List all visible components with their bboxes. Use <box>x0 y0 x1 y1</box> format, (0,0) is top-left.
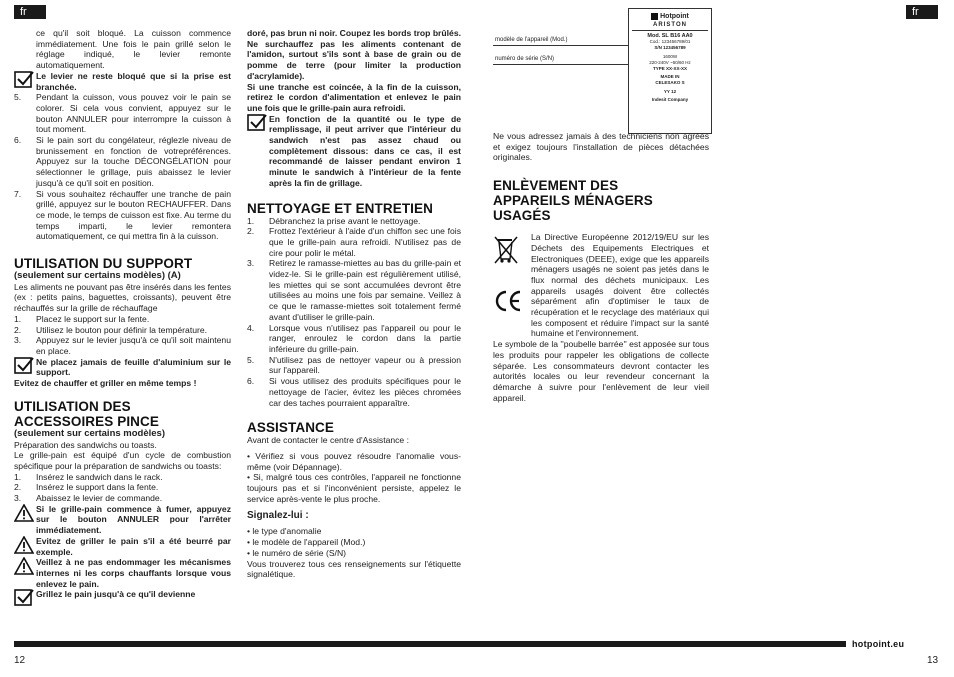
section-subheading: (seulement sur certains modèles) <box>14 427 165 439</box>
plate-header <box>629 13 711 20</box>
language-tab-right <box>906 5 938 19</box>
plate-type: TYPE XX-XX-XX <box>652 66 687 71</box>
list-item-text: Insérez le support dans la fente. <box>36 482 159 493</box>
list-item-text: Si le pain sort du congélateur, réglezle niveau de brunissement en fonction de votrepréférences. Appuyez sur la touche DÉCONGÉLATION pour sélectionner le grillage, puis abaissez le levier jusqu'à ce qu'il soit en position. <box>36 135 231 188</box>
paragraph: ce qu'il soit bloqué. La cuisson commence immédiatement. Une fois le pain grillé selon le réglage indiqué, le levier remonte automatiquement. <box>36 28 231 71</box>
warning-triangle-icon <box>14 504 36 522</box>
page-number-left: 12 <box>14 655 26 666</box>
paragraph: doré, pas brun ni noir. Coupez les bords trop brûlés. Ne surchauffez pas les aliments contenant de l'amidon, surtout s'ils sont à base de grain ou de pomme de terre (pour limiter la production d'acrylamide). <box>247 28 461 81</box>
warning-line: Evitez de chauffer et griller en même temps ! <box>14 378 197 389</box>
language-tab-left <box>14 5 46 19</box>
bullet: • le numéro de série (S/N) <box>247 547 347 558</box>
list-item: 3. Appuyez sur le levier jusqu'à ce qu'il soit maintenu en place. <box>14 335 231 356</box>
weee-section <box>493 232 709 403</box>
plate-year: YY 12 <box>663 89 677 94</box>
paragraph-weee-lead <box>531 232 709 339</box>
note-text: En fonction de la quantité ou le type de remplissage, il peut arriver que l'intérieur du sandwich n'est pas assez chaud ou complètement dissous: dans ce cas, il est recommandé de laisser pendant environ 1 minute le sandwich à l'intérieur de la fente après la fin de grillage. <box>269 113 461 188</box>
warning-text: Veillez à ne pas endommager les mécanismes internes ni les corps chauffants lorsque vous enlevez le pain. <box>36 557 231 589</box>
list-item: 3. Abaissez le levier de commande. <box>14 493 231 504</box>
serial-callout-line <box>493 64 629 65</box>
warning-triangle-icon <box>14 557 36 575</box>
note-text: Grillez le pain jusqu'à ce qu'il devienne <box>36 589 196 600</box>
language-tab-label: fr <box>20 6 27 18</box>
column-2 <box>247 28 461 580</box>
bullet: • le modèle de l'appareil (Mod.) <box>247 537 366 548</box>
warning-triangle-icon <box>14 536 36 554</box>
page-number-right: 13 <box>927 655 939 666</box>
note <box>14 589 231 607</box>
footer-bar <box>14 641 846 647</box>
plate-power: 1600W <box>662 54 678 59</box>
list-item: 2. Insérez le support dans la fente. <box>14 482 231 493</box>
list-item-text: Si vous utilisez des produits spécifiques pour le nettoyage de l'acier, évitez les pièces chromées car des taches pourraient apparaître. <box>269 376 461 408</box>
note-text: Le levier ne reste bloqué que si la prise est branchée. <box>36 70 231 92</box>
plate-code: Cod.: 123456789/01 <box>649 39 691 44</box>
column-3 <box>493 131 709 403</box>
bullet: • Si, malgré tous ces contrôles, l'appareil ne fonctionne toujours pas et si l'inconvénient persiste, appelez le service après-vente le plus proche. <box>247 472 461 504</box>
note <box>14 71 231 92</box>
note <box>14 357 231 378</box>
paragraph: Les aliments ne pouvant pas être insérés dans les fentes (ex : petits pains, baguettes, croissants), peuvent être réchauffés sur la grille de réchauffage <box>14 281 231 314</box>
weee-text: La Directive Européenne 2012/19/EU sur les Déchets des Equipements Electriques et Electroniques (DEEE), exige que les appareils ménagers usagés ne soient pas jetés dans le flux normal des déchets municipaux. Les appareils usagés doivent être collectés séparément afin d'optimiser le taux de récupération et le recyclage des matériaux qui les composent et réduire l'impact sur la santé humaine et l'environnement. <box>531 232 709 339</box>
list-item: 5. N'utilisez pas de nettoyer vapeur ou à pression sur l'appareil. <box>247 354 461 376</box>
bullet: • le type d'anomalie <box>247 526 322 537</box>
plate-company: Indesit Company <box>651 97 689 102</box>
paragraph: Préparation des sandwichs ou toasts. <box>14 439 157 450</box>
ce-mark-icon <box>493 290 523 315</box>
check-note-icon <box>14 589 36 607</box>
warning-text: Si le grille-pain commence à fumer, appuyez sur le bouton ANNULER pour l'arrêter immédiatement. <box>36 503 231 536</box>
rating-plate <box>628 8 712 134</box>
serial-callout-label: numéro de série (S/N) <box>495 56 555 62</box>
paragraph: Vous trouverez tous ces renseignements sur l'étiquette signalétique. <box>247 558 461 580</box>
list-item-text: Frottez l'extérieur à l'aide d'un chiffon sec une fois que le grille-pain aura refroidi. N'utilisez pas de cire pour polir le métal. <box>269 226 461 258</box>
warning <box>14 557 231 589</box>
plate-model: Mod. SL B16 AA0 <box>647 33 693 39</box>
check-note-icon <box>14 71 36 89</box>
model-callout-line <box>493 45 629 46</box>
list-item: 1. Débranchez la prise avant le nettoyage. <box>247 216 461 227</box>
list-item-text: Abaissez le levier de commande. <box>36 493 163 504</box>
warning <box>14 504 231 536</box>
section-heading: NETTOYAGE ET ENTRETIEN <box>247 200 433 216</box>
list-item-text: Retirez le ramasse-miettes au bas du grille-pain et videz-le. Si le grille-pain est régulièrement utilisé, les miettes qui se sont accumulées devront être utilisées au moins une fois par semaine. Veillez à ce que le ramasse-miettes soit totalement fermé avant d'utiliser le grille-pain. <box>269 258 461 322</box>
list-item: 5. Pendant la cuisson, vous pouvez voir le pain se colorer. Si cela vous convient, appuyez sur le bouton ANNULER pour interrompre la cuisson à tout moment. <box>14 92 231 135</box>
note <box>247 114 461 189</box>
paragraph: Le grille-pain est équipé d'un cycle de combustion spécifique pour la préparation de sandwichs ou toasts: <box>14 450 231 471</box>
plate-voltage: 220-240V ~50/60 Hz <box>649 60 691 65</box>
section-heading: UTILISATION DU SUPPORT <box>14 256 193 272</box>
list-item-text: Si vous souhaitez réchauffer une tranche de pain grillé, appuyez sur le bouton RECHAUFFER. Dans ce mode, le temps de cuisson est fixe. Au terme du temps imparti, le levier remontera automatiquement, ce qui mettra fin à la cuisson. <box>36 188 231 242</box>
section-heading: ENLÈVEMENT DES <box>493 178 619 194</box>
language-tab-label: fr <box>912 6 919 18</box>
list-item-text: N'utilisez pas de nettoyer vapeur ou à pression sur l'appareil. <box>269 354 461 376</box>
paragraph: Le symbole de la ''poubelle barrée'' est apposée sur tous les produits pour rappeler les obligations de collecte séparée. Les consommateurs devront contacter les autorités locales ou leur revendeur concernant la démarche à suivre pour l'enlèvement de leur vieil appareil. <box>493 339 709 403</box>
list-item-text: Appuyez sur le levier jusqu'à ce qu'il soit maintenu en place. <box>36 335 231 356</box>
model-callout-label: modèle de l'appareil (Mod.) <box>495 37 568 43</box>
list-item-text: Lorsque vous n'utilisez pas l'appareil ou pour le ranger, enroulez le cordon dans la partie inférieure du grille-pain. <box>269 322 461 354</box>
section-heading: USAGÉS <box>493 208 551 224</box>
check-note-icon <box>14 357 36 375</box>
paragraph: Si une tranche est coincée, à la fin de la cuisson, retirez le cordon d'alimentation et enlevez le pain une fois que le grille-pain aura refroidi. <box>247 81 461 113</box>
list-item: 4. Lorsque vous n'utilisez pas l'appareil ou pour le ranger, enroulez le cordon dans la partie inférieure du grille-pain. <box>247 322 461 354</box>
section-subheading: (seulement sur certains modèles) (A) <box>14 270 181 282</box>
section-heading: ACCESSOIRES PINCE <box>14 413 159 429</box>
subheading: Signalez-lui : <box>247 510 309 522</box>
list-item: 2. Utilisez le bouton pour définir la température. <box>14 325 231 336</box>
footer-brand: hotpoint.eu <box>852 639 905 649</box>
list-item: 1. Insérez le sandwich dans le rack. <box>14 472 231 483</box>
section-heading: APPAREILS MÉNAGERS <box>493 193 653 209</box>
paragraph: Avant de contacter le centre d'Assistance : <box>247 435 409 446</box>
plate-brand-2: ARISTON <box>653 22 687 28</box>
section-heading: ASSISTANCE <box>247 420 335 436</box>
warning-text: Evitez de griller le pain s'il a été beurré par exemple. <box>36 535 231 557</box>
list-item: 6. Si vous utilisez des produits spécifiques pour le nettoyage de l'acier, évitez les pièces chromées car des taches pourraient apparaître. <box>247 376 461 408</box>
list-item: 6. Si le pain sort du congélateur, réglezle niveau de brunissement en fonction de votrepréférences. Appuyez sur la touche DÉCONGÉLATION pour sélectionner le grillage, puis abaissez le levier jusqu'à ce qu'il soit en position. <box>14 135 231 188</box>
list-item-text: Placez le support sur la fente. <box>36 313 150 324</box>
list-item-text: Pendant la cuisson, vous pouvez voir le pain se colorer. Si cela vous convient, appuyez sur le bouton ANNULER pour interrompre la cuisson à tout moment. <box>36 92 231 135</box>
list-item: 7. Si vous souhaitez réchauffer une tranche de pain grillé, appuyez sur le bouton RECHAUFFER. Dans ce mode, le temps de cuisson est fixe. Au terme du temps imparti, le levier remontera automatiquement, ce qui mettra fin à la cuisson. <box>14 188 231 242</box>
check-note-icon <box>247 114 269 132</box>
list-item-text: Débranchez la prise avant le nettoyage. <box>269 215 421 226</box>
note-text: Ne placez jamais de feuille d'aluminium sur le support. <box>36 356 231 378</box>
list-item: 2. Frottez l'extérieur à l'aide d'un chiffon sec une fois que le grille-pain aura refroidi. N'utilisez pas de cire pour polir le métal. <box>247 226 461 258</box>
plate-serial: S/N 123456789 <box>654 45 686 50</box>
bullet: • Vérifiez si vous pouvez résoudre l'anomalie vous-même (voir Dépannage). <box>247 450 461 472</box>
paragraph: Ne vous adressez jamais à des techniciens non agréés et exigez toujours l'installation de pièces détachées originales. <box>493 131 709 163</box>
list-item-text: Utilisez le bouton pour définir la température. <box>36 324 208 335</box>
warning <box>14 536 231 557</box>
plate-country: CELESAKO S <box>655 80 685 85</box>
plate-made-in: MADE IN <box>660 74 680 79</box>
list-item: 1. Placez le support sur la fente. <box>14 314 231 325</box>
plate-brand: Hotpoint <box>660 13 689 20</box>
list-item: 3. Retirez le ramasse-miettes au bas du grille-pain et videz-le. Si le grille-pain est régulièrement utilisé, les miettes qui se sont accumulées devront être utilisées au moins une fois par semaine. Veillez à ce que le ramasse-miettes soit totalement fermé avant d'utiliser le grille-pain. <box>247 258 461 322</box>
crossed-bin-icon <box>493 234 519 269</box>
column-1 <box>14 28 231 607</box>
hotpoint-logo-icon <box>651 13 658 20</box>
section-heading: UTILISATION DES <box>14 398 131 414</box>
list-item-text: Insérez le sandwich dans le rack. <box>36 471 163 482</box>
